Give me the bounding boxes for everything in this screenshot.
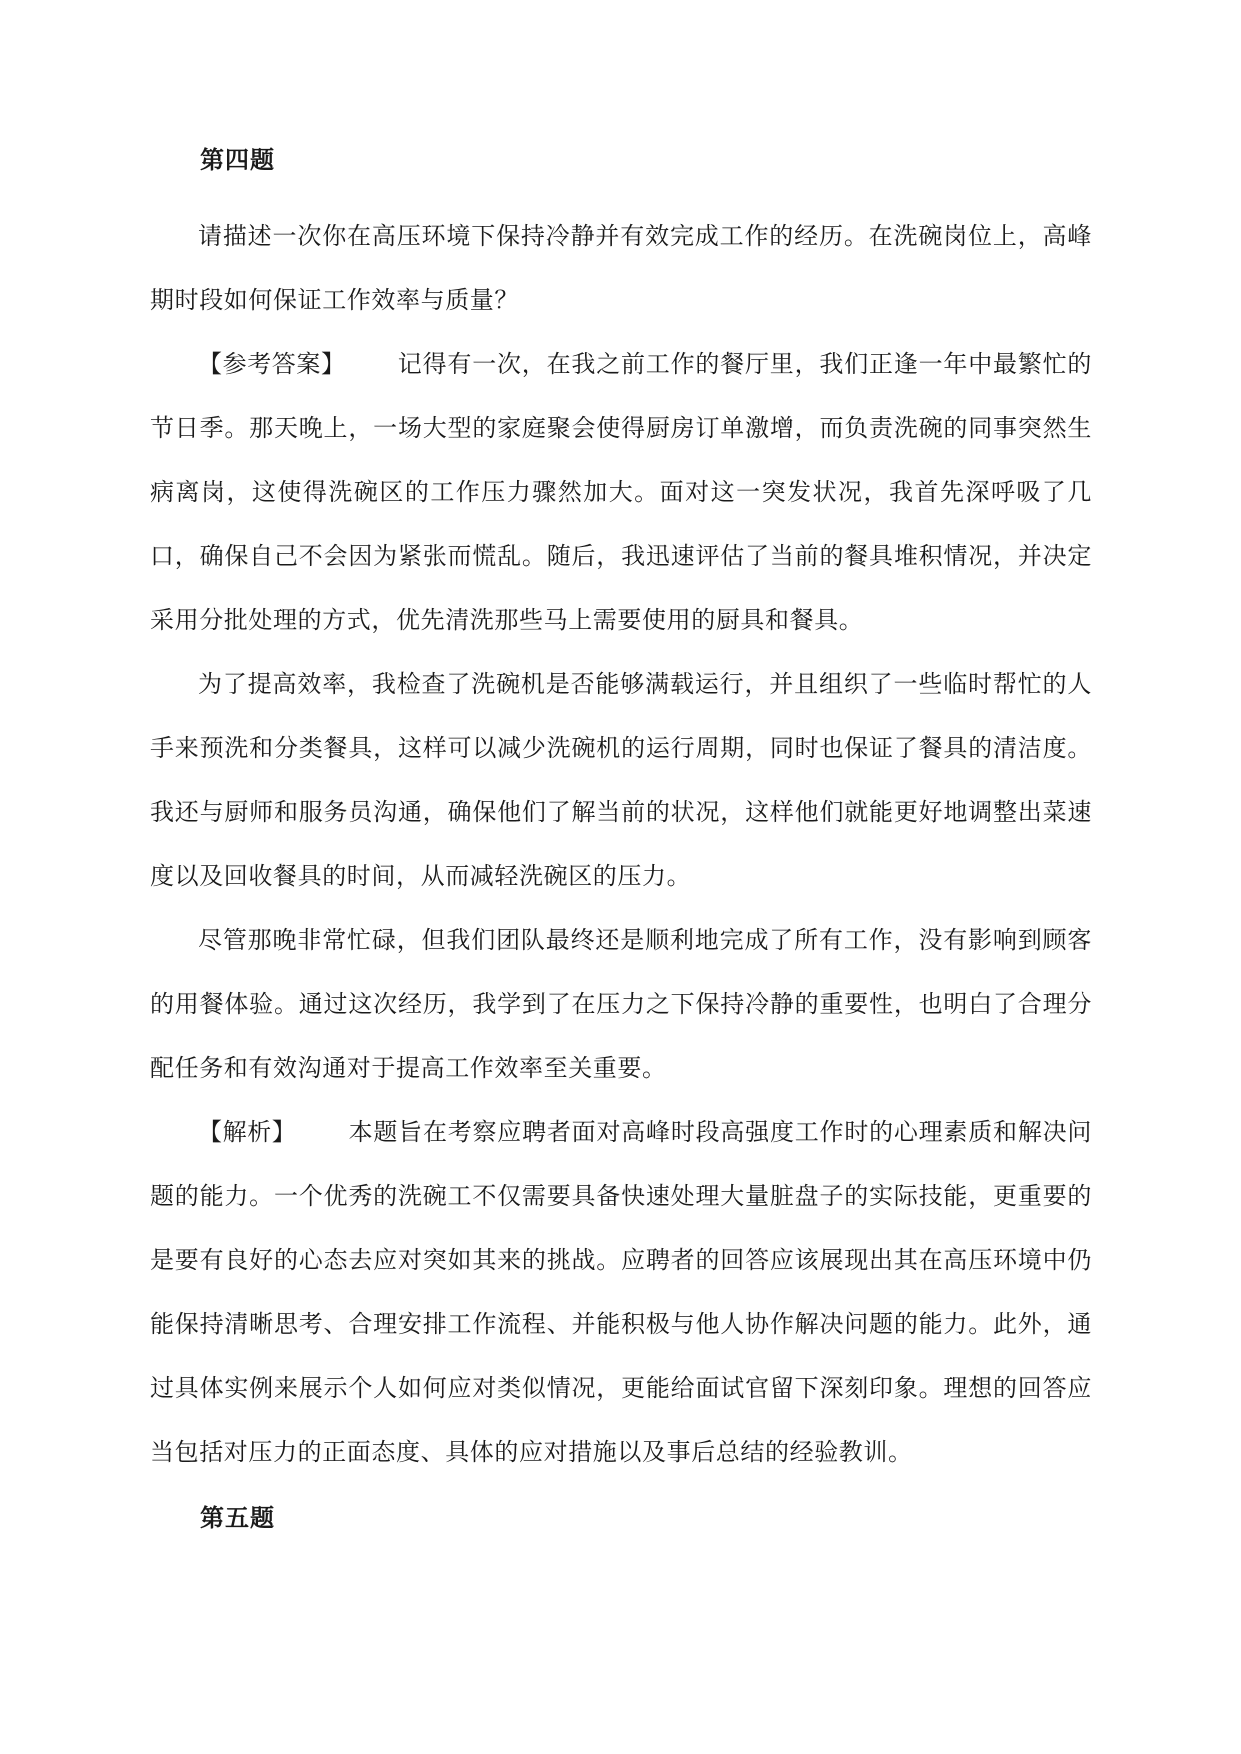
answer-paragraph-2: 为了提高效率，我检查了洗碗机是否能够满载运行，并且组织了一些临时帮忙的人手来预洗和分类餐具，这样可以减少洗碗机的运行周期，同时也保证了餐具的清洁度。我还与厨师和服务员沟通，确保他们了解当前的状况，这样他们就能更好地调整出菜速度以及回收餐具的时间，从而减轻洗碗区的压力。 (150, 670, 1092, 890)
question-4-title: 第四题 (200, 145, 275, 174)
answer-paragraph-3: 尽管那晚非常忙碌，但我们团队最终还是顺利地完成了所有工作，没有影响到顾客的用餐体验。通过这次经历，我学到了在压力之下保持冷静的重要性，也明白了合理分配任务和有效沟通对于提高工作效率至关重要。 (150, 926, 1092, 1082)
answer-paragraph-1 (150, 332, 1092, 652)
reference-answer-tag: 【参考答案】 (198, 350, 346, 378)
answer-paragraph-1-text: 记得有一次，在我之前工作的餐厅里，我们正逢一年中最繁忙的节日季。那天晚上，一场大型的家庭聚会使得厨房订单激增，而负责洗碗的同事突然生病离岗，这使得洗碗区的工作压力骤然加大。面对这一突发状况，我首先深呼吸了几口，确保自己不会因为紧张而慌乱。随后，我迅速评估了当前的餐具堆积情况，并决定采用分批处理的方式，优先清洗那些马上需要使用的厨具和餐具。 (150, 350, 1092, 634)
document-content (150, 140, 1092, 1562)
analysis-tag: 【解析】 (198, 1118, 297, 1146)
analysis-paragraph (150, 1100, 1092, 1484)
analysis-text: 本题旨在考察应聘者面对高峰时段高强度工作时的心理素质和解决问题的能力。一个优秀的洗碗工不仅需要具备快速处理大量脏盘子的实际技能，更重要的是要有良好的心态去应对突如其来的挑战。应聘者的回答应该展现出其在高压环境中仍能保持清晰思考、合理安排工作流程、并能积极与他人协作解决问题的能力。此外，通过具体实例来展示个人如何应对类似情况，更能给面试官留下深刻印象。理想的回答应当包括对压力的正面态度、具体的应对措施以及事后总结的经验教训。 (150, 1118, 1092, 1466)
question-5-title: 第五题 (200, 1503, 275, 1532)
question-4-text: 请描述一次你在高压环境下保持冷静并有效完成工作的经历。在洗碗岗位上，高峰期时段如何保证工作效率与质量？ (150, 222, 1092, 314)
